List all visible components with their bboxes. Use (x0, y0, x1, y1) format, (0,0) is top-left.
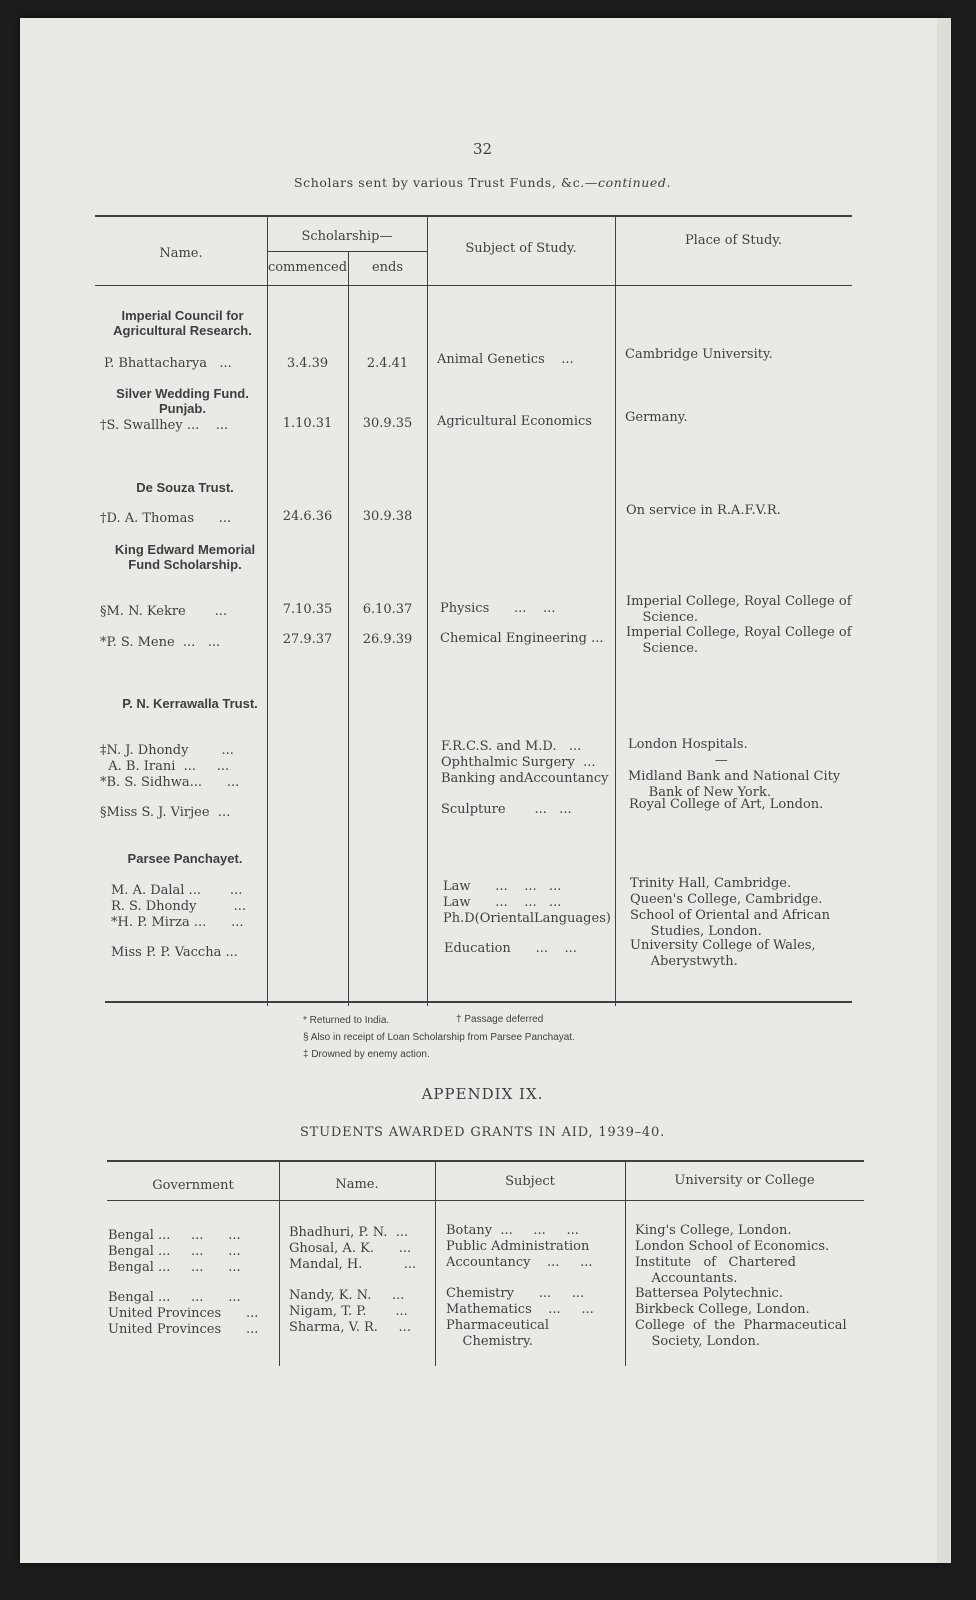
row-ends: 2.4.41 (366, 356, 409, 371)
appendix-government-block-1: Bengal ... ... ... Bengal ... ... ... Bengal ... ... ... (108, 1228, 241, 1275)
row-subject: Chemical Engineering ... (440, 631, 604, 646)
row-name: P. Bhattacharya ... (104, 356, 232, 371)
header-subject: Subject of Study. (465, 241, 577, 256)
appendix-header-government: Government (152, 1178, 234, 1193)
appendix-subject-block-2: Chemistry ... ... Mathematics ... ... Pharmaceutical Chemistry. (446, 1286, 594, 1349)
row-name: †D. A. Thomas ... (100, 511, 232, 526)
row-place: On service in R.A.F.V.R. (626, 503, 781, 518)
header-scholarship: Scholarship— (301, 229, 393, 244)
footnote-loan: § Also in receipt of Loan Scholarship from Parsee Panchayat. (303, 1032, 575, 1043)
caption-continued: continued. (597, 175, 672, 190)
group-heading-king-edward: King Edward Memorial Fund Scholarship. (114, 542, 256, 572)
appendix-subject-block-1: Botany ... ... ... Public Administration Accountancy ... ... (446, 1223, 593, 1270)
row-name: Miss P. P. Vaccha ... (111, 945, 238, 960)
col-rule-3 (427, 216, 428, 1006)
row-name: ‡N. J. Dhondy ... A. B. Irani ... ... *B. S. Sidhwa... ... (100, 743, 240, 790)
row-name: §Miss S. J. Virjee ... (100, 805, 231, 820)
document-page (20, 18, 945, 1563)
group-heading-parsee: Parsee Panchayet. (127, 851, 243, 866)
row-subject: Law ... ... ... Law ... ... ... Ph.D(OrientalLanguages) (443, 879, 611, 926)
appendix-top-rule (107, 1160, 864, 1162)
appendix-header-university: University or College (674, 1173, 815, 1188)
appendix-name-block-1: Bhadhuri, P. N. ... Ghosal, A. K. ... Mandal, H. ... (289, 1225, 417, 1272)
appendix-header-subject: Subject (505, 1174, 555, 1189)
row-place: University College of Wales, Aberystwyth. (630, 938, 816, 969)
row-subject: Education ... ... (444, 941, 577, 956)
appendix-university-block-2: Battersea Polytechnic. Birkbeck College, London. College of the Pharmaceutical Society, London. (635, 1286, 847, 1349)
row-subject: F.R.C.S. and M.D. ... Ophthalmic Surgery ... Banking andAccountancy (441, 739, 609, 786)
appendix-university-block-1: King's College, London. London School of Economics. Institute of Chartered Accountants. (635, 1223, 830, 1286)
header-place: Place of Study. (684, 233, 783, 248)
row-subject: Sculpture ... ... (441, 802, 572, 817)
row-place: London Hospitals. — Midland Bank and National City Bank of New York. (628, 737, 841, 800)
header-ends: ends (371, 260, 404, 275)
row-subject: Animal Genetics ... (437, 352, 574, 367)
appendix-title: APPENDIX IX. (421, 1085, 544, 1103)
row-place: Germany. (625, 410, 688, 425)
row-commenced: 7.10.35 (282, 602, 333, 617)
group-heading-silver-wedding: Silver Wedding Fund. Punjab. (116, 386, 249, 416)
row-place: Trinity Hall, Cambridge. Queen's College, Cambridge. School of Oriental and African Studies, London. (630, 876, 830, 939)
header-name: Name. (159, 246, 203, 261)
row-name: M. A. Dalal ... ... R. S. Dhondy ... *H. P. Mirza ... ... (111, 883, 247, 930)
row-name: *P. S. Mene ... ... (100, 635, 221, 650)
page-number: 32 (472, 140, 493, 158)
row-ends: 30.9.38 (362, 509, 413, 524)
row-name: §M. N. Kekre ... (100, 604, 228, 619)
footnote-drowned: ‡ Drowned by enemy action. (303, 1049, 430, 1060)
row-place: Imperial College, Royal College of Science. (626, 625, 852, 656)
row-place: Cambridge University. (625, 347, 773, 362)
appendix-government-block-2: Bengal ... ... ... United Provinces ... United Provinces ... (108, 1290, 259, 1337)
appendix-col-rule-2 (435, 1161, 436, 1366)
table-bottom-rule (105, 1001, 852, 1003)
row-ends: 26.9.39 (362, 632, 413, 647)
row-ends: 6.10.37 (362, 602, 413, 617)
appendix-header-name: Name. (335, 1177, 379, 1192)
row-ends: 30.9.35 (362, 416, 413, 431)
row-commenced: 3.4.39 (286, 356, 329, 371)
header-commenced: commenced (267, 260, 348, 275)
appendix-subtitle: STUDENTS AWARDED GRANTS IN AID, 1939–40. (299, 1125, 666, 1140)
col-rule-4 (615, 216, 616, 1006)
scholarship-sub-rule (267, 251, 427, 252)
group-heading-de-souza: De Souza Trust. (136, 480, 234, 495)
appendix-col-rule-3 (625, 1161, 626, 1366)
appendix-header-rule (107, 1200, 864, 1201)
row-commenced: 27.9.37 (282, 632, 333, 647)
caption-main: Scholars sent by various Trust Funds, &c.— (293, 175, 598, 190)
group-heading-imperial-council: Imperial Council for Agricultural Research. (113, 308, 252, 338)
footnote-returned: * Returned to India. (303, 1015, 390, 1026)
row-subject: Physics ... ... (440, 601, 556, 616)
row-commenced: 24.6.36 (282, 509, 333, 524)
row-subject: Agricultural Economics (437, 414, 592, 429)
row-place: Royal College of Art, London. (629, 797, 824, 812)
page-edge (937, 18, 951, 1563)
row-name: †S. Swallhey ... ... (100, 418, 229, 433)
table-top-rule (95, 215, 852, 217)
footnote-passage: † Passage deferred (456, 1014, 544, 1025)
table-caption (20, 175, 945, 190)
group-heading-kerrawalla: P. N. Kerrawalla Trust. (122, 696, 258, 711)
table-header-rule (95, 285, 852, 286)
appendix-name-block-2: Nandy, K. N. ... Nigam, T. P. ... Sharma, V. R. ... (289, 1288, 411, 1335)
row-commenced: 1.10.31 (282, 416, 333, 431)
row-place: Imperial College, Royal College of Science. (626, 594, 852, 625)
